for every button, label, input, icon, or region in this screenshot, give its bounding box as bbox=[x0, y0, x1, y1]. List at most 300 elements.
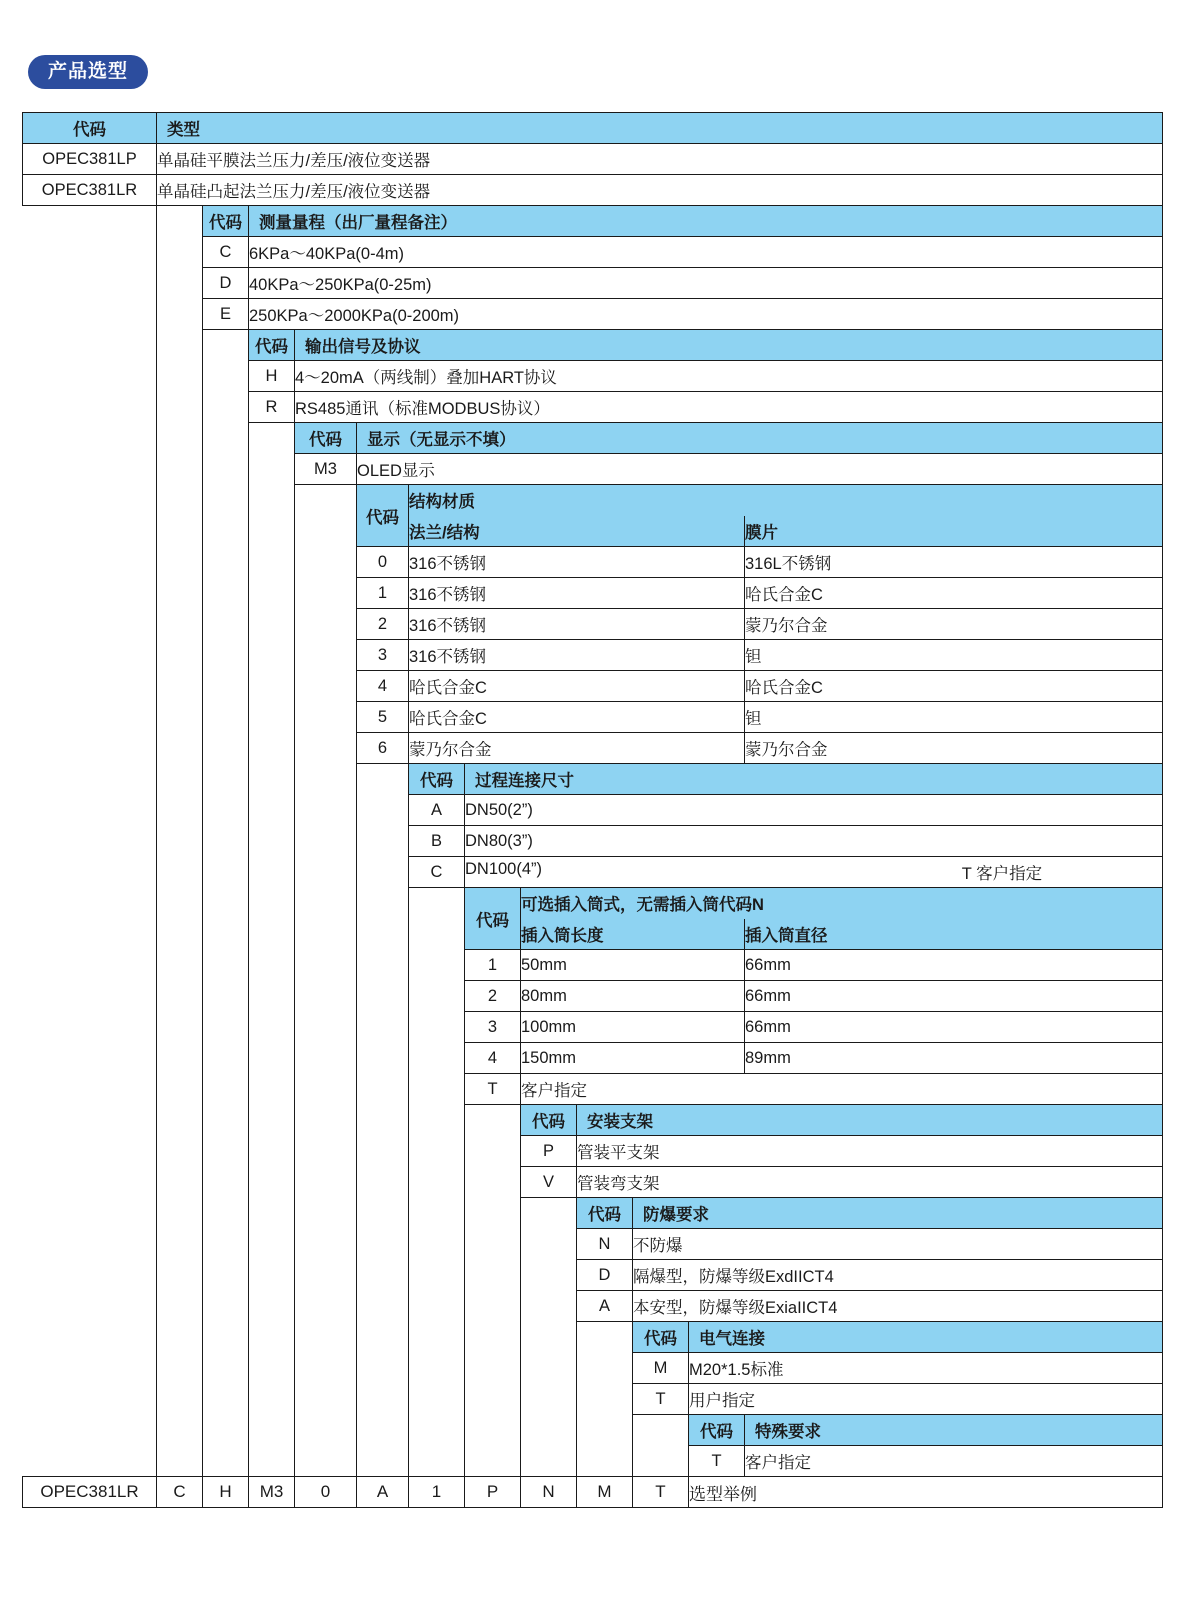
material-code-4: 4 bbox=[357, 671, 409, 702]
rail-range bbox=[157, 237, 203, 268]
electrical-code-1: T bbox=[633, 1384, 689, 1415]
rail-range bbox=[157, 1260, 203, 1291]
output-code-1: R bbox=[249, 392, 295, 423]
rail-display bbox=[249, 1167, 295, 1198]
insert-diameter-0: 66mm bbox=[745, 950, 1163, 981]
rail-model bbox=[23, 733, 157, 764]
rail-model bbox=[23, 361, 157, 392]
material-diaphragm-6: 蒙乃尔合金 bbox=[745, 733, 1163, 764]
rail-display bbox=[249, 1446, 295, 1477]
table-row-display-0 bbox=[23, 454, 1163, 485]
rail-range bbox=[157, 1322, 203, 1353]
material-diaphragm-4: 哈氏合金C bbox=[745, 671, 1163, 702]
header-material-group: 结构材质 bbox=[409, 485, 1163, 516]
insert-length-1: 80mm bbox=[521, 981, 745, 1012]
rail-output bbox=[203, 640, 249, 671]
table-row-output-1 bbox=[23, 392, 1163, 423]
output-desc-0: 4～20mA（两线制）叠加HART协议 bbox=[295, 361, 1163, 392]
rail-model bbox=[23, 826, 157, 857]
section-badge-wrapper bbox=[28, 55, 148, 89]
rail-material bbox=[295, 733, 357, 764]
table-row-material-1 bbox=[23, 578, 1163, 609]
rail-output bbox=[203, 330, 249, 361]
rail-model bbox=[23, 1198, 157, 1229]
rail-display bbox=[249, 888, 295, 919]
table-row-insert-3 bbox=[23, 1043, 1163, 1074]
rail-insert bbox=[409, 1136, 465, 1167]
table-row-insert-custom bbox=[23, 1074, 1163, 1105]
rail-range bbox=[157, 1291, 203, 1322]
rail-material bbox=[295, 640, 357, 671]
rail-process bbox=[357, 1198, 409, 1229]
rail-output bbox=[203, 1229, 249, 1260]
rail-process bbox=[357, 1260, 409, 1291]
type-desc-1: 单晶硅凸起法兰压力/差压/液位变送器 bbox=[157, 175, 1163, 206]
table-row-material-3 bbox=[23, 640, 1163, 671]
rail-model bbox=[23, 671, 157, 702]
header-material-diaphragm: 膜片 bbox=[745, 516, 1163, 547]
rail-output bbox=[203, 454, 249, 485]
rail-model bbox=[23, 516, 157, 547]
material-code-0: 0 bbox=[357, 547, 409, 578]
rail-bracket bbox=[465, 1322, 521, 1353]
process-code-2: C bbox=[409, 857, 465, 888]
explosion-code-1: D bbox=[577, 1260, 633, 1291]
rail-insert bbox=[409, 1043, 465, 1074]
rail-material bbox=[295, 671, 357, 702]
process-code-0: A bbox=[409, 795, 465, 826]
rail-material bbox=[295, 609, 357, 640]
table-row-material-2 bbox=[23, 609, 1163, 640]
rail-material bbox=[295, 1136, 357, 1167]
rail-range bbox=[157, 516, 203, 547]
rail-insert bbox=[409, 1074, 465, 1105]
electrical-desc-1: 用户指定 bbox=[689, 1384, 1163, 1415]
rail-range bbox=[157, 888, 203, 919]
rail-output bbox=[203, 1012, 249, 1043]
rail-material bbox=[295, 1353, 357, 1384]
header-insert-length: 插入筒长度 bbox=[521, 919, 745, 950]
header-type: 类型 bbox=[157, 113, 1163, 144]
rail-range bbox=[157, 578, 203, 609]
rail-process bbox=[357, 795, 409, 826]
table-row-insert-0 bbox=[23, 950, 1163, 981]
material-diaphragm-5: 钽 bbox=[745, 702, 1163, 733]
rail-range bbox=[157, 764, 203, 795]
rail-insert bbox=[409, 888, 465, 919]
rail-display bbox=[249, 454, 295, 485]
rail-process bbox=[357, 1043, 409, 1074]
rail-process bbox=[357, 1415, 409, 1446]
rail-output bbox=[203, 1415, 249, 1446]
rail-model bbox=[23, 454, 157, 485]
product-selection-table-wrapper bbox=[22, 112, 1162, 1508]
rail-material bbox=[295, 795, 357, 826]
rail-range bbox=[157, 1198, 203, 1229]
rail-output bbox=[203, 671, 249, 702]
rail-electrical bbox=[577, 1322, 633, 1353]
bracket-code-1: V bbox=[521, 1167, 577, 1198]
rail-output bbox=[203, 392, 249, 423]
process-desc-0: DN50(2”) bbox=[465, 795, 1163, 826]
rail-material bbox=[295, 1167, 357, 1198]
table-row-insert-1 bbox=[23, 981, 1163, 1012]
table-row-electrical-1 bbox=[23, 1384, 1163, 1415]
rail-range bbox=[157, 1384, 203, 1415]
rail-range bbox=[157, 671, 203, 702]
rail-model bbox=[23, 237, 157, 268]
rail-display bbox=[249, 1229, 295, 1260]
rail-range bbox=[157, 1446, 203, 1477]
rail-material bbox=[295, 485, 357, 516]
rail-bracket bbox=[465, 1384, 521, 1415]
bracket-code-0: P bbox=[521, 1136, 577, 1167]
material-code-5: 5 bbox=[357, 702, 409, 733]
rail-display bbox=[249, 1043, 295, 1074]
rail-range bbox=[157, 795, 203, 826]
rail-material bbox=[295, 1043, 357, 1074]
rail-display bbox=[249, 1322, 295, 1353]
rail-material bbox=[295, 1322, 357, 1353]
rail-bracket bbox=[465, 1105, 521, 1136]
rail-material bbox=[295, 857, 357, 888]
type-code-1: OPEC381LR bbox=[23, 175, 157, 206]
rail-process bbox=[357, 1322, 409, 1353]
product-selection-table bbox=[22, 112, 1163, 1508]
table-row-special-header bbox=[23, 1415, 1163, 1446]
rail-model bbox=[23, 578, 157, 609]
range-desc-0: 6KPa～40KPa(0-4m) bbox=[249, 237, 1163, 268]
rail-bracket bbox=[465, 1167, 521, 1198]
rail-electrical bbox=[577, 1353, 633, 1384]
rail-insert bbox=[409, 950, 465, 981]
process-desc-2-text: DN100(4”) bbox=[465, 860, 543, 878]
rail-output bbox=[203, 1198, 249, 1229]
rail-range bbox=[157, 609, 203, 640]
header-explosion: 防爆要求 bbox=[633, 1198, 1163, 1229]
header-code-material: 代码 bbox=[357, 485, 409, 547]
example-explosion: N bbox=[521, 1477, 577, 1508]
rail-bracket bbox=[465, 1291, 521, 1322]
rail-range bbox=[157, 733, 203, 764]
explosion-desc-1: 隔爆型，防爆等级ExdIICT4 bbox=[633, 1260, 1163, 1291]
rail-material bbox=[295, 1384, 357, 1415]
rail-output bbox=[203, 485, 249, 516]
rail-display bbox=[249, 733, 295, 764]
rail-explosion bbox=[521, 1415, 577, 1446]
rail-output bbox=[203, 516, 249, 547]
header-code-range: 代码 bbox=[203, 206, 249, 237]
table-row-material-6 bbox=[23, 733, 1163, 764]
rail-model bbox=[23, 702, 157, 733]
table-row-electrical-0 bbox=[23, 1353, 1163, 1384]
rail-material bbox=[295, 1012, 357, 1043]
rail-explosion bbox=[521, 1260, 577, 1291]
header-output: 输出信号及协议 bbox=[295, 330, 1163, 361]
rail-display bbox=[249, 1012, 295, 1043]
material-flange-4: 哈氏合金C bbox=[409, 671, 745, 702]
rail-bracket bbox=[465, 1446, 521, 1477]
explosion-code-0: N bbox=[577, 1229, 633, 1260]
table-row-range-1 bbox=[23, 268, 1163, 299]
rail-process bbox=[357, 826, 409, 857]
rail-display bbox=[249, 485, 295, 516]
header-code-electrical: 代码 bbox=[633, 1322, 689, 1353]
rail-process bbox=[357, 1105, 409, 1136]
rail-insert bbox=[409, 1446, 465, 1477]
process-desc-1: DN80(3”) bbox=[465, 826, 1163, 857]
rail-model bbox=[23, 764, 157, 795]
rail-process bbox=[357, 1291, 409, 1322]
rail-electrical bbox=[577, 1415, 633, 1446]
insert-code-3: 4 bbox=[465, 1043, 521, 1074]
rail-model bbox=[23, 1291, 157, 1322]
rail-display bbox=[249, 516, 295, 547]
rail-material bbox=[295, 547, 357, 578]
rail-insert bbox=[409, 1291, 465, 1322]
rail-model bbox=[23, 981, 157, 1012]
rail-explosion bbox=[521, 1198, 577, 1229]
process-desc-2 bbox=[465, 857, 1163, 888]
rail-material bbox=[295, 1105, 357, 1136]
header-material-flange: 法兰/结构 bbox=[409, 516, 745, 547]
rail-output bbox=[203, 578, 249, 609]
table-row-explosion-2 bbox=[23, 1291, 1163, 1322]
example-insert: 1 bbox=[409, 1477, 465, 1508]
material-flange-6: 蒙乃尔合金 bbox=[409, 733, 745, 764]
rail-range bbox=[157, 361, 203, 392]
rail-material bbox=[295, 1074, 357, 1105]
rail-bracket bbox=[465, 1415, 521, 1446]
insert-desc-custom: 客户指定 bbox=[521, 1074, 1163, 1105]
rail-insert bbox=[409, 1384, 465, 1415]
rail-range bbox=[157, 702, 203, 733]
rail-material bbox=[295, 888, 357, 919]
rail-process bbox=[357, 1384, 409, 1415]
rail-range bbox=[157, 330, 203, 361]
rail-range bbox=[157, 485, 203, 516]
rail-range bbox=[157, 857, 203, 888]
rail-material bbox=[295, 578, 357, 609]
type-code-0: OPEC381LP bbox=[23, 144, 157, 175]
rail-model bbox=[23, 888, 157, 919]
process-custom-note: T 客户指定 bbox=[961, 865, 1043, 883]
header-electrical: 电气连接 bbox=[689, 1322, 1163, 1353]
rail-output bbox=[203, 702, 249, 733]
rail-model bbox=[23, 1136, 157, 1167]
rail-range bbox=[157, 1043, 203, 1074]
rail-process bbox=[357, 1167, 409, 1198]
explosion-desc-2: 本安型，防爆等级ExiaIICT4 bbox=[633, 1291, 1163, 1322]
rail-output bbox=[203, 888, 249, 919]
rail-range bbox=[157, 1353, 203, 1384]
rail-insert bbox=[409, 1353, 465, 1384]
rail-bracket bbox=[465, 1260, 521, 1291]
header-display: 显示（无显示不填） bbox=[357, 423, 1163, 454]
rail-output bbox=[203, 950, 249, 981]
range-desc-2: 250KPa～2000KPa(0-200m) bbox=[249, 299, 1163, 330]
display-code-0: M3 bbox=[295, 454, 357, 485]
range-code-1: D bbox=[203, 268, 249, 299]
header-insert-group: 可选插入筒式，无需插入筒代码N bbox=[521, 888, 1163, 919]
rail-display bbox=[249, 640, 295, 671]
rail-output bbox=[203, 1260, 249, 1291]
rail-output bbox=[203, 826, 249, 857]
example-label: 选型举例 bbox=[689, 1477, 1163, 1508]
header-code-special: 代码 bbox=[689, 1415, 745, 1446]
rail-display bbox=[249, 1384, 295, 1415]
material-diaphragm-0: 316L不锈钢 bbox=[745, 547, 1163, 578]
header-range: 测量量程（出厂量程备注） bbox=[249, 206, 1163, 237]
header-code-output: 代码 bbox=[249, 330, 295, 361]
table-row-bracket-header bbox=[23, 1105, 1163, 1136]
rail-process bbox=[357, 764, 409, 795]
rail-special bbox=[633, 1415, 689, 1446]
rail-material bbox=[295, 1260, 357, 1291]
rail-explosion bbox=[521, 1353, 577, 1384]
table-row-material-subhdr bbox=[23, 516, 1163, 547]
rail-material bbox=[295, 981, 357, 1012]
table-row-process-1 bbox=[23, 826, 1163, 857]
rail-model bbox=[23, 1229, 157, 1260]
rail-model bbox=[23, 1043, 157, 1074]
rail-explosion bbox=[521, 1291, 577, 1322]
rail-insert bbox=[409, 981, 465, 1012]
rail-insert bbox=[409, 1198, 465, 1229]
rail-model bbox=[23, 1415, 157, 1446]
rail-material bbox=[295, 1415, 357, 1446]
rail-insert bbox=[409, 919, 465, 950]
rail-display bbox=[249, 1105, 295, 1136]
material-flange-2: 316不锈钢 bbox=[409, 609, 745, 640]
rail-output bbox=[203, 1105, 249, 1136]
rail-model bbox=[23, 1167, 157, 1198]
rail-range bbox=[157, 423, 203, 454]
insert-diameter-1: 66mm bbox=[745, 981, 1163, 1012]
rail-explosion bbox=[521, 1384, 577, 1415]
rail-model bbox=[23, 268, 157, 299]
material-flange-5: 哈氏合金C bbox=[409, 702, 745, 733]
output-desc-1: RS485通讯（标准MODBUS协议） bbox=[295, 392, 1163, 423]
rail-output bbox=[203, 1136, 249, 1167]
rail-output bbox=[203, 1353, 249, 1384]
rail-model bbox=[23, 485, 157, 516]
rail-model bbox=[23, 1322, 157, 1353]
table-row-bracket-0 bbox=[23, 1136, 1163, 1167]
rail-model bbox=[23, 857, 157, 888]
table-row-special-0 bbox=[23, 1446, 1163, 1477]
material-diaphragm-2: 蒙乃尔合金 bbox=[745, 609, 1163, 640]
header-code-display: 代码 bbox=[295, 423, 357, 454]
rail-model bbox=[23, 1260, 157, 1291]
rail-display bbox=[249, 1074, 295, 1105]
rail-range bbox=[157, 981, 203, 1012]
rail-bracket bbox=[465, 1353, 521, 1384]
bracket-desc-1: 管装弯支架 bbox=[577, 1167, 1163, 1198]
rail-insert bbox=[409, 1229, 465, 1260]
explosion-code-2: A bbox=[577, 1291, 633, 1322]
rail-display bbox=[249, 578, 295, 609]
rail-range bbox=[157, 950, 203, 981]
example-display: M3 bbox=[249, 1477, 295, 1508]
insert-length-3: 150mm bbox=[521, 1043, 745, 1074]
rail-range bbox=[157, 1136, 203, 1167]
rail-model bbox=[23, 392, 157, 423]
table-row-type-header bbox=[23, 113, 1163, 144]
rail-display bbox=[249, 547, 295, 578]
rail-range bbox=[157, 1074, 203, 1105]
rail-display bbox=[249, 919, 295, 950]
electrical-code-0: M bbox=[633, 1353, 689, 1384]
rail-display bbox=[249, 1415, 295, 1446]
rail-explosion bbox=[521, 1322, 577, 1353]
insert-diameter-2: 66mm bbox=[745, 1012, 1163, 1043]
insert-code-custom: T bbox=[465, 1074, 521, 1105]
rail-process bbox=[357, 1136, 409, 1167]
rail-material bbox=[295, 1446, 357, 1477]
rail-model bbox=[23, 609, 157, 640]
rail-material bbox=[295, 1229, 357, 1260]
header-special: 特殊要求 bbox=[745, 1415, 1163, 1446]
rail-process bbox=[357, 919, 409, 950]
rail-display bbox=[249, 950, 295, 981]
bracket-desc-0: 管装平支架 bbox=[577, 1136, 1163, 1167]
rail-output bbox=[203, 1074, 249, 1105]
rail-range bbox=[157, 640, 203, 671]
rail-model bbox=[23, 1353, 157, 1384]
example-process: A bbox=[357, 1477, 409, 1508]
rail-output bbox=[203, 547, 249, 578]
rail-output bbox=[203, 981, 249, 1012]
special-code-0: T bbox=[689, 1446, 745, 1477]
table-row-explosion-0 bbox=[23, 1229, 1163, 1260]
rail-model bbox=[23, 640, 157, 671]
rail-output bbox=[203, 733, 249, 764]
rail-display bbox=[249, 1291, 295, 1322]
header-code-explosion: 代码 bbox=[577, 1198, 633, 1229]
rail-display bbox=[249, 1198, 295, 1229]
rail-process bbox=[357, 1074, 409, 1105]
rail-range bbox=[157, 454, 203, 485]
example-electrical: M bbox=[577, 1477, 633, 1508]
rail-output bbox=[203, 1322, 249, 1353]
rail-range bbox=[157, 392, 203, 423]
rail-model bbox=[23, 330, 157, 361]
material-flange-0: 316不锈钢 bbox=[409, 547, 745, 578]
table-row-insert-grouphdr bbox=[23, 888, 1163, 919]
rail-model bbox=[23, 795, 157, 826]
table-row-electrical-header bbox=[23, 1322, 1163, 1353]
rail-display bbox=[249, 609, 295, 640]
rail-process bbox=[357, 1012, 409, 1043]
rail-range bbox=[157, 919, 203, 950]
rail-output bbox=[203, 1446, 249, 1477]
rail-material bbox=[295, 826, 357, 857]
header-code-bracket: 代码 bbox=[521, 1105, 577, 1136]
rail-display bbox=[249, 1136, 295, 1167]
rail-process bbox=[357, 1353, 409, 1384]
table-row-material-0 bbox=[23, 547, 1163, 578]
special-desc-0: 客户指定 bbox=[745, 1446, 1163, 1477]
rail-insert bbox=[409, 1105, 465, 1136]
header-process: 过程连接尺寸 bbox=[465, 764, 1163, 795]
rail-range bbox=[157, 826, 203, 857]
insert-diameter-3: 89mm bbox=[745, 1043, 1163, 1074]
rail-insert bbox=[409, 1167, 465, 1198]
rail-bracket bbox=[465, 1136, 521, 1167]
rail-display bbox=[249, 857, 295, 888]
rail-model bbox=[23, 206, 157, 237]
